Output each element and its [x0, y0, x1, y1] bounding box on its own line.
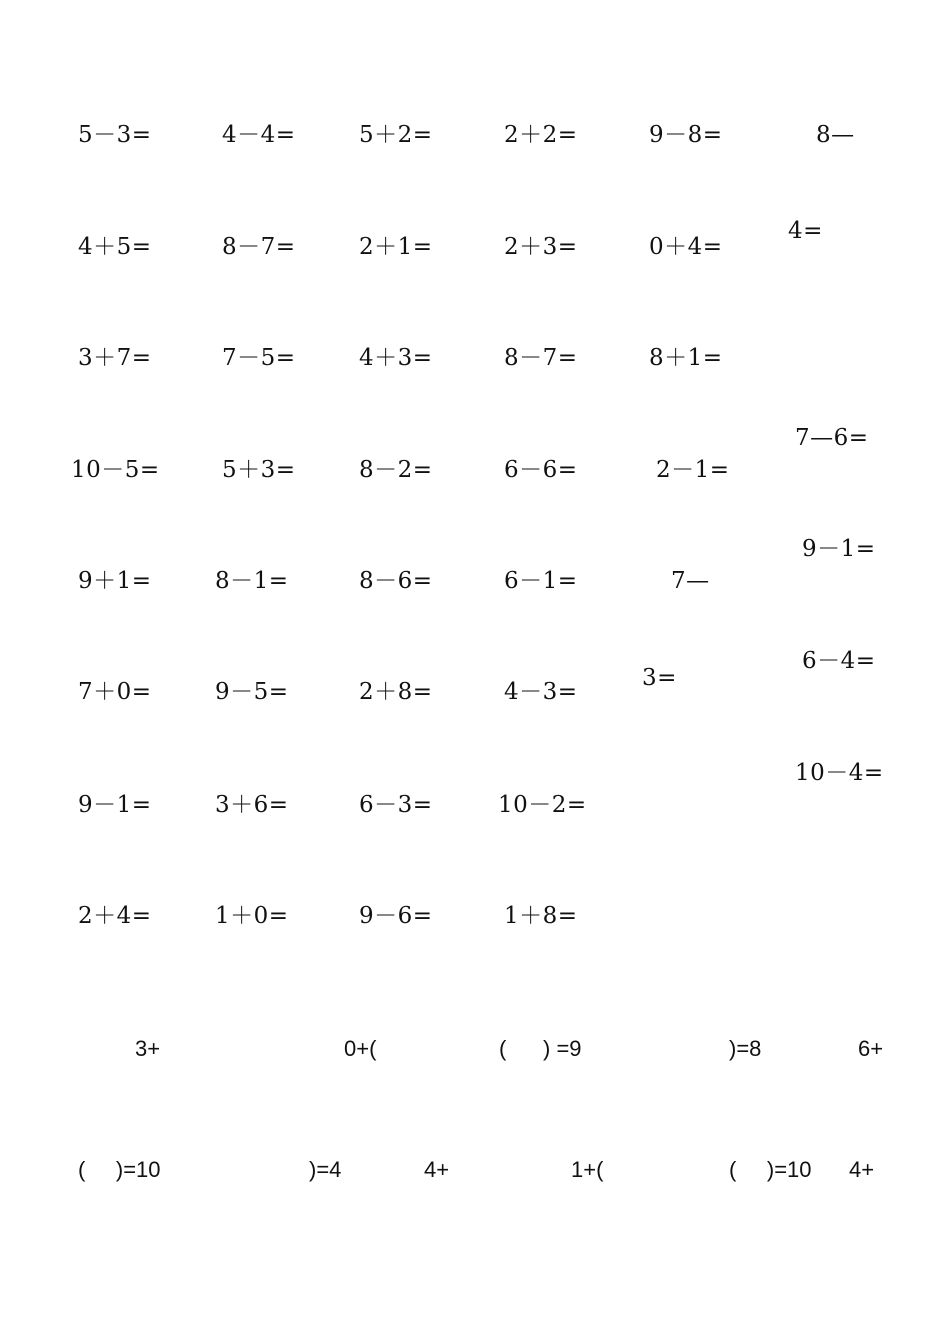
- problem: 8－6=: [359, 568, 433, 594]
- problem: 3＋7=: [78, 345, 152, 371]
- fill-in-fragment: ( ) =9: [499, 1036, 582, 1061]
- problem: 9－6=: [359, 903, 433, 929]
- problem: 1＋0=: [215, 903, 289, 929]
- problem: 9－1=: [802, 536, 876, 562]
- problem: 9－1=: [78, 792, 152, 818]
- problem: 6－4=: [802, 648, 876, 674]
- problem: 8－7=: [504, 345, 578, 371]
- problem: 6－6=: [504, 457, 578, 483]
- problem: 10－4=: [795, 760, 884, 786]
- problem: 3＋6=: [215, 792, 289, 818]
- problem: 4＋3=: [359, 345, 433, 371]
- problem-fragment: 8—: [816, 122, 855, 148]
- problem: 1＋8=: [504, 903, 578, 929]
- problem: 5＋2=: [359, 122, 433, 148]
- fill-in-fragment: 0+(: [344, 1036, 377, 1061]
- fill-in-fragment: 4+: [424, 1157, 450, 1182]
- problem: 10－5=: [71, 457, 160, 483]
- problem: 9－5=: [215, 679, 289, 705]
- problem: 6－3=: [359, 792, 433, 818]
- problem: 2＋3=: [504, 234, 578, 260]
- problem-fragment: 4=: [788, 218, 823, 244]
- problem: 4＋5=: [78, 234, 152, 260]
- problem: 2＋1=: [359, 234, 433, 260]
- problem: 2－1=: [656, 457, 730, 483]
- problem: 8－7=: [222, 234, 296, 260]
- fill-in-fragment: 1+(: [571, 1157, 604, 1182]
- problem: 4－3=: [504, 679, 578, 705]
- fill-in-fragment: )=8: [729, 1036, 762, 1061]
- fill-in-fragment: 4+: [849, 1157, 875, 1182]
- fill-in-fragment: 3+: [135, 1036, 161, 1061]
- problem: 4－4=: [222, 122, 296, 148]
- problem: 8－1=: [215, 568, 289, 594]
- problem-fragment: 7—: [671, 568, 710, 594]
- problem: 7＋0=: [78, 679, 152, 705]
- problem: 2＋4=: [78, 903, 152, 929]
- problem: 5＋3=: [222, 457, 296, 483]
- problem: 2＋8=: [359, 679, 433, 705]
- problem: 6－1=: [504, 568, 578, 594]
- fill-in-fragment: 6+: [858, 1036, 884, 1061]
- problem: 0＋4=: [649, 234, 723, 260]
- problem: 8＋1=: [649, 345, 723, 371]
- problem: 8－2=: [359, 457, 433, 483]
- problem: 2＋2=: [504, 122, 578, 148]
- fill-in-fragment: )=4: [309, 1157, 342, 1182]
- fill-in-fragment: ( )=10: [729, 1157, 812, 1182]
- problem: 7－5=: [222, 345, 296, 371]
- problem: 7—6=: [795, 425, 869, 451]
- problem: 5－3=: [78, 122, 152, 148]
- problem: 9＋1=: [78, 568, 152, 594]
- problem-fragment: 3=: [642, 665, 677, 691]
- problem: 10－2=: [498, 792, 587, 818]
- fill-in-fragment: ( )=10: [78, 1157, 161, 1182]
- problem: 9－8=: [649, 122, 723, 148]
